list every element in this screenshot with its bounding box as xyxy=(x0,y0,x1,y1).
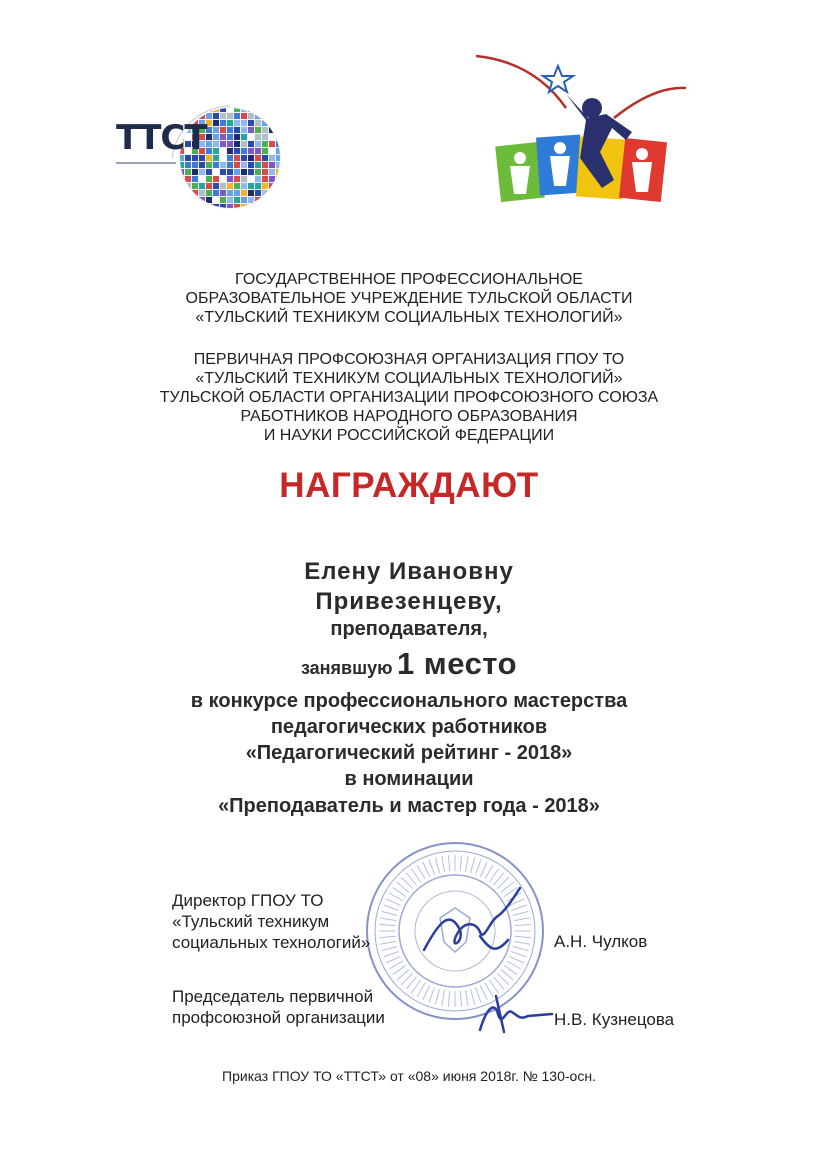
award-title: НАГРАЖДАЮТ xyxy=(279,466,539,505)
recipient-surname: Привезенцеву, xyxy=(315,588,503,615)
chair-name: Н.В. Кузнецова xyxy=(554,1010,675,1029)
union-header xyxy=(0,350,818,445)
nomination-label: в номинации xyxy=(344,768,474,790)
ttst-logo xyxy=(112,104,284,212)
children-with-star-icon xyxy=(474,48,688,214)
place-value: 1 место xyxy=(396,646,518,681)
director-signature xyxy=(420,880,530,970)
chair-title-line: профсоюзной организации xyxy=(172,1008,385,1027)
organization-header xyxy=(0,270,818,327)
chair-signature xyxy=(476,990,556,1038)
ttst-logo-text: ТТСТ xyxy=(116,118,207,158)
director-name: А.Н. Чулков xyxy=(554,932,648,951)
header-line: «ТУЛЬСКИЙ ТЕХНИКУМ СОЦИАЛЬНЫХ ТЕХНОЛОГИЙ» xyxy=(195,309,623,326)
header-line: ГОСУДАРСТВЕННОЕ ПРОФЕССИОНАЛЬНОЕ xyxy=(235,271,583,288)
place-line xyxy=(0,646,818,682)
chair-title-line: Председатель первичной xyxy=(172,987,374,1006)
header-line: И НАУКИ РОССИЙСКОЙ ФЕДЕРАЦИИ xyxy=(263,427,555,444)
header-line: ПЕРВИЧНАЯ ПРОФСОЮЗНАЯ ОРГАНИЗАЦИЯ ГПОУ ТО xyxy=(193,351,625,368)
place-lead: занявшую xyxy=(300,658,393,678)
contest-name: «Педагогический рейтинг - 2018» xyxy=(245,742,573,764)
header-line: ТУЛЬСКОЙ ОБЛАСТИ ОРГАНИЗАЦИИ ПРОФСОЮЗНОГО СОЮЗА xyxy=(159,389,659,406)
nomination-name: «Преподаватель и мастер года - 2018» xyxy=(218,795,600,817)
header-line: ОБРАЗОВАТЕЛЬНОЕ УЧРЕЖДЕНИЕ ТУЛЬСКОЙ ОБЛАСТИ xyxy=(185,290,633,307)
director-title-line: социальных технологий» xyxy=(172,933,371,952)
children-with-star-logo xyxy=(474,48,688,214)
director-title xyxy=(172,890,370,953)
header-line: «ТУЛЬСКИЙ ТЕХНИКУМ СОЦИАЛЬНЫХ ТЕХНОЛОГИЙ» xyxy=(195,370,623,387)
director-title-line: Директор ГПОУ ТО xyxy=(172,891,324,910)
contest-line-2: педагогических работников xyxy=(270,716,548,738)
header-line: РАБОТНИКОВ НАРОДНОГО ОБРАЗОВАНИЯ xyxy=(240,408,578,425)
contest-line-1: в конкурсе профессионального мастерства xyxy=(190,690,628,712)
chair-title xyxy=(172,986,385,1028)
recipient-first-names: Елену Ивановну xyxy=(304,558,514,585)
order-reference: Приказ ГПОУ ТО «ТТСТ» от «08» июня 2018г. № 130-осн. xyxy=(222,1068,596,1084)
director-title-line: «Тульский техникум xyxy=(172,912,330,931)
recipient-position: преподавателя, xyxy=(330,618,488,640)
